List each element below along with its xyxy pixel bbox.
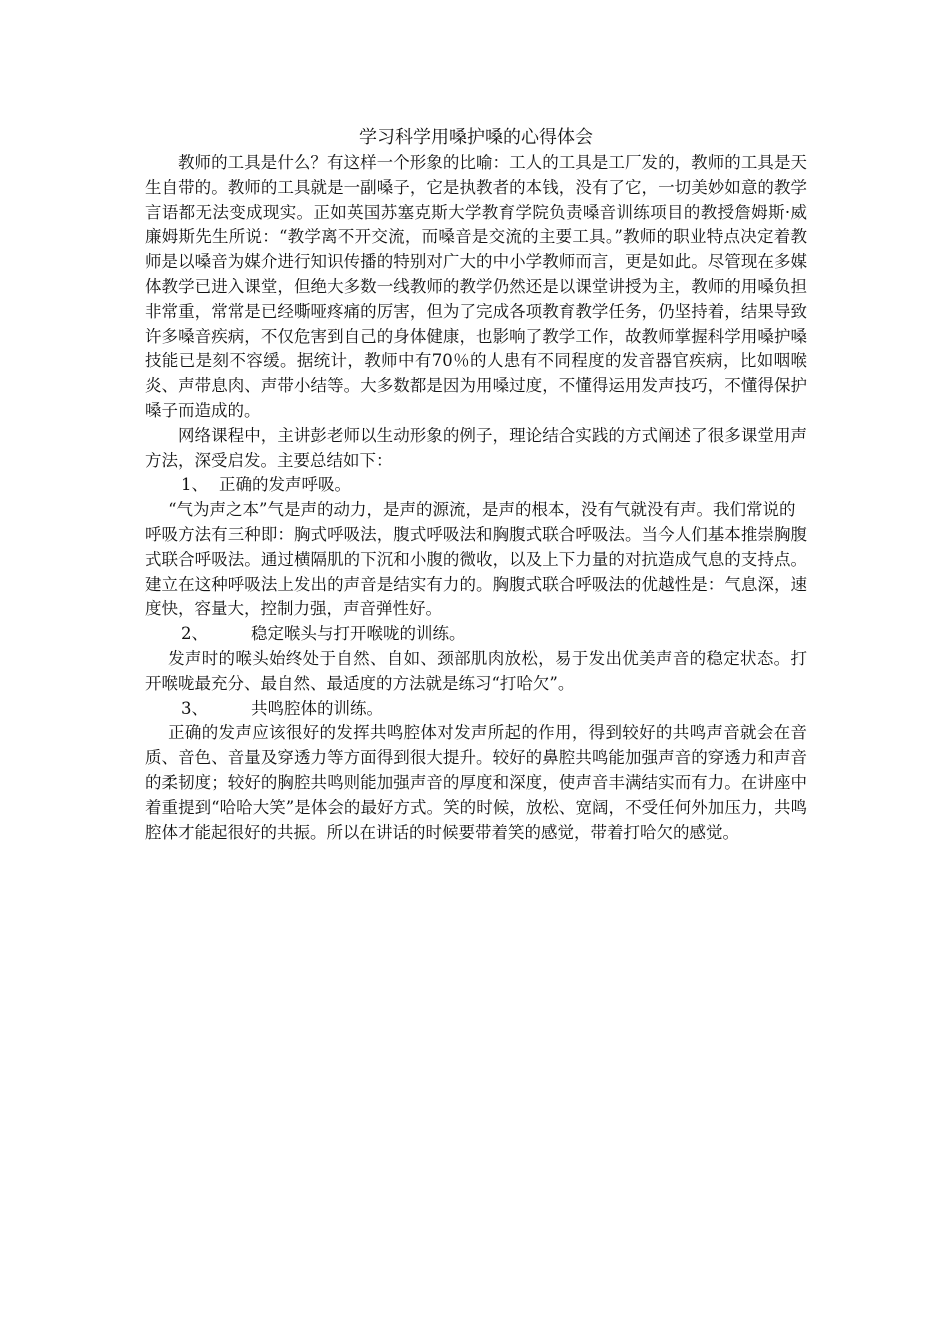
- section-title: 共鸣腔体的训练。: [251, 698, 383, 718]
- section-number: 1、: [181, 475, 208, 495]
- section-heading-2: [145, 622, 807, 647]
- section-number: 2、: [181, 624, 208, 644]
- section-title: 稳定喉头与打开喉咙的训练。: [251, 624, 466, 644]
- paragraph-breathing-a: “气为声之本”气是声的动力，是声的源流，是声的根本，没有气就没有声。我们常说的: [168, 500, 796, 520]
- section-number: 3、: [181, 698, 208, 718]
- paragraph-larynx: 发声时的喉头始终处于自然、自如、颈部肌肉放松，易于发出优美声音的稳定状态。打开喉咙最充分、最自然、最适度的方法就是练习“打哈欠”。: [145, 648, 807, 693]
- section-heading-3: [145, 697, 807, 722]
- paragraph-summary: 网络课程中，主讲彭老师以生动形象的例子，理论结合实践的方式阐述了很多课堂用声方法，深受启发。主要总结如下：: [145, 425, 807, 470]
- section-title: 正确的发声呼吸。: [219, 475, 351, 495]
- section-heading-1: [145, 473, 807, 498]
- paragraph-resonance: 正确的发声应该很好的发挥共鸣腔体对发声所起的作用，得到较好的共鸣声音就会在音质、音色、音量及穿透力等方面得到很大提升。较好的鼻腔共鸣能加强声音的穿透力和声音的柔韧度；较好的胸腔共鸣则能加强声音的厚度和深度，使声音丰满结实而有力。在讲座中着重提到“哈哈大笑”是体会的最好方式。笑的时候，放松、宽阔，不受任何外加压力，共鸣腔体才能起很好的共振。所以在讲话的时候要带着笑的感觉，带着打哈欠的感觉。: [145, 723, 807, 842]
- document-body: [145, 125, 807, 845]
- paragraph-intro: 教师的工具是什么？有这样一个形象的比喻：工人的工具是工厂发的，教师的工具是天生自带的。教师的工具就是一副嗓子，它是执教者的本钱，没有了它，一切美妙如意的教学言语都无法变成现实。正如英国苏塞克斯大学教育学院负责嗓音训练项目的教授詹姆斯·威廉姆斯先生所说：“教学离不开交流，而嗓音是交流的主要工具。”教师的职业特点决定着教师是以嗓音为媒介进行知识传播的特别对广大的中小学教师而言，更是如此。尽管现在多媒体教学已进入课堂，但绝大多数一线教师的教学仍然还是以课堂讲授为主，教师的用嗓负担非常重，常常是已经嘶哑疼痛的厉害，但为了完成各项教育教学任务，仍坚持着，结果导致许多嗓音疾病，不仅危害到自己的身体健康，也影响了教学工作，故教师掌握科学用嗓护嗓技能已是刻不容缓。据统计，教师中有70％的人患有不同程度的发音器官疾病，比如咽喉炎、声带息肉、声带小结等。大多数都是因为用嗓过度，不懂得运用发声技巧，不懂得保护嗓子而造成的。: [145, 153, 807, 420]
- page-title: 学习科学用嗓护嗓的心得体会: [359, 127, 593, 148]
- paragraph-breathing-b: 呼吸方法有三种即：胸式呼吸法，腹式呼吸法和胸腹式联合呼吸法。当今人们基本推崇胸腹式联合呼吸法。通过横隔肌的下沉和小腹的微收，以及上下力量的对抗造成气息的支持点。建立在这种呼吸法上发出的声音是结实有力的。胸腹式联合呼吸法的优越性是：气息深，速度快，容量大，控制力强，声音弹性好。: [145, 524, 807, 619]
